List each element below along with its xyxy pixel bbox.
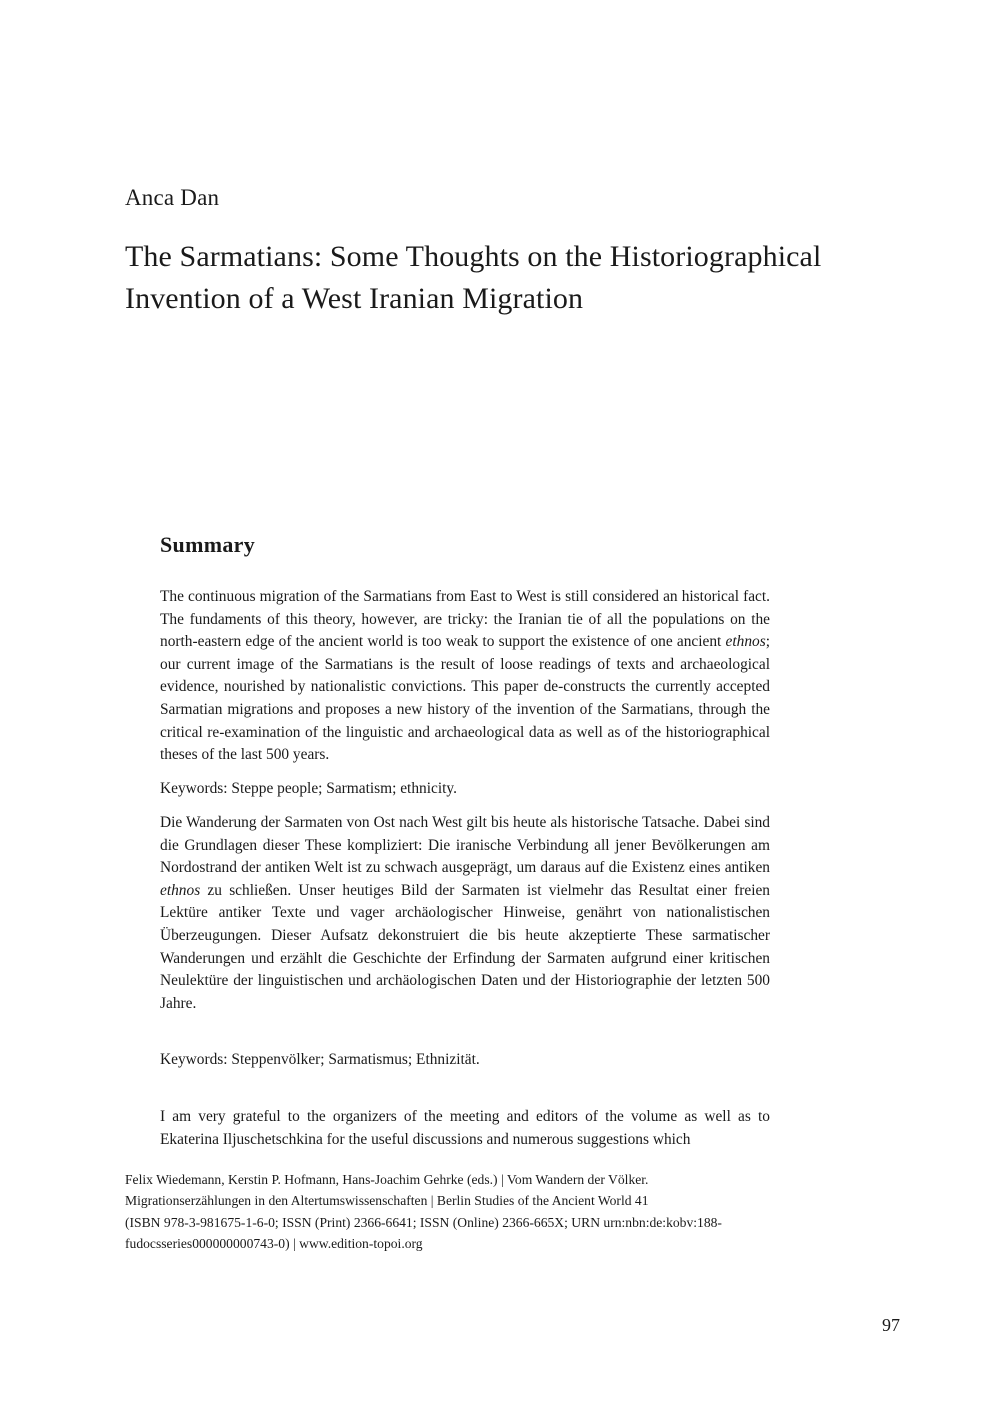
abstract-german-text-1: Die Wanderung der Sarmaten von Ost nach West gilt bis heute als historische Tatsache. Dabei sind die Grundlagen dieser These kompliziert: Die iranische Verbindung all jener Bevölkerungen am Nordostrand der antiken Welt ist zu schwach ausgeprägt, um daraus auf die Existenz eines antiken [160, 814, 770, 877]
abstract-german [160, 812, 770, 1015]
page-number: 97 [882, 1315, 900, 1335]
paper-title: The Sarmatians: Some Thoughts on the Historiographical Invention of a West Iranian Migration [125, 240, 822, 315]
acknowledgement-footnote: I am very grateful to the organizers of the meeting and editors of the volume as well as to Ekaterina Iljuschetschkina for the useful discussions and numerous suggestions which [160, 1108, 770, 1148]
keywords-english: Keywords: Steppe people; Sarmatism; ethnicity. [160, 780, 457, 797]
summary-heading: Summary [160, 532, 255, 557]
abstract-english [160, 586, 770, 767]
footer-line: Felix Wiedemann, Kerstin P. Hofmann, Hans-Joachim Gehrke (eds.) | Vom Wandern der Völker. [125, 1172, 649, 1187]
footer-line: (ISBN 978-3-981675-1-6-0; ISSN (Print) 2366-6641; ISSN (Online) 2366-665X; URN urn:nbn:de:kobv:188- [125, 1214, 722, 1230]
abstract-german-italic-term: ethnos [160, 881, 201, 899]
keywords-german: Keywords: Steppenvölker; Sarmatismus; Ethnizität. [160, 1051, 480, 1068]
footer-line: Migrationserzählungen in den Altertumswissenschaften | Berlin Studies of the Ancient World 41 [125, 1193, 649, 1209]
abstract-german-text-2: zu schließen. Unser heutiges Bild der Sarmaten ist vielmehr das Resultat einer freien Lektüre antiker Texte und vager archäologischer Hinweise, genährt von nationalistischen Überzeugungen. Dieser Aufsatz dekonstruiert die bis heute akzeptierte These sarmatischer Wanderungen und erzählt die Geschichte der Erfindung der Sarmaten aufgrund einer kritischen Neulektüre der linguistischen und archäologischen Daten und der Historiographie der letzten 500 Jahre. [160, 881, 770, 1012]
abstract-english-italic-term: ethnos [725, 633, 766, 651]
footer-line: fudocsseries000000000743-0) | www.edition-topoi.org [125, 1235, 423, 1251]
publication-footer [125, 1169, 785, 1254]
abstract-english-text-1: The continuous migration of the Sarmatians from East to West is still considered an historical fact. The fundaments of this theory, however, are tricky: the Iranian tie of all the populations on the north-eastern edge of the ancient world is too weak to support the existence of one ancient [160, 588, 770, 651]
abstract-english-text-2: ; our current image of the Sarmatians is the result of loose readings of texts and archaeological evidence, nourished by nationalistic convictions. This paper de-constructs the currently accepted Sarmatian migrations and proposes a new history of the invention of the Sarmatians, through the critical re-examination of the linguistic and archaeological data as well as of the historiographical theses of the last 500 years. [160, 633, 770, 764]
author-name: Anca Dan [125, 185, 220, 210]
